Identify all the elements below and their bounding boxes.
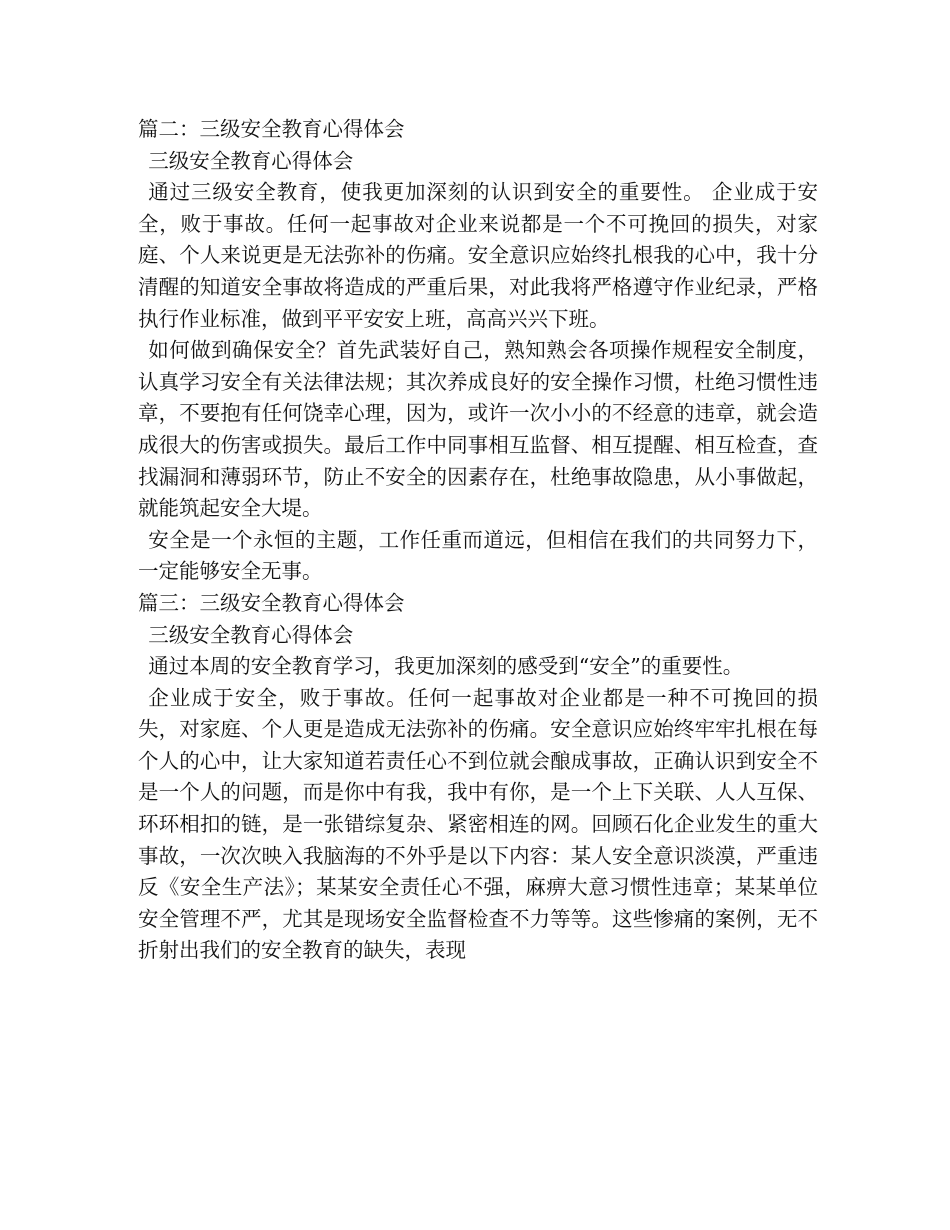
section2-paragraph-1: 通过三级安全教育，使我更加深刻的认识到安全的重要性。 企业成于安全，败于事故。任何一起事故对企业来说都是一个不可挽回的损失，对家庭、个人来说更是无法弥补的伤痛。安全意识应始终扎根我的心中，我十分清醒的知道安全事故将造成的严重后果，对此我将严格遵守作业纪录，严格执行作业标准，做到平平安安上班，高高兴兴下班。 [138, 180, 818, 331]
section2-paragraph-2: 如何做到确保安全？首先武装好自己，熟知熟会各项操作规程安全制度，认真学习安全有关法律法规；其次养成良好的安全操作习惯，杜绝习惯性违章，不要抱有任何饶幸心理，因为，或许一次小小的不经意的违章，就会造成很大的伤害或损失。最后工作中同事相互监督、相互提醒、相互检查，查找漏洞和薄弱环节，防止不安全的因素存在，杜绝事故隐患，从小事做起，就能筑起安全大堤。 [138, 338, 818, 521]
document-body [138, 114, 818, 967]
section3-paragraph-2: 企业成于安全，败于事故。任何一起事故对企业都是一种不可挽回的损失，对家庭、个人更是造成无法弥补的伤痛。安全意识应始终牢牢扎根在每个人的心中，让大家知道若责任心不到位就会酿成事故，正确认识到安全不是一个人的问题，而是你中有我，我中有你，是一个上下关联、人人互保、环环相扣的链，是一张错综复杂、紧密相连的网。回顾石化企业发生的重大事故，一次次映入我脑海的不外乎是以下内容：某人安全意识淡漠，严重违反《安全生产法》；某某安全责任心不强，麻痹大意习惯性违章；某某单位安全管理不严，尤其是现场安全监督检查不力等等。这些惨痛的案例，无不折射出我们的安全教育的缺失，表现 [138, 685, 818, 963]
section3-heading: 篇三：三级安全教育心得体会 [138, 590, 405, 615]
section3-paragraph-1: 通过本周的安全教育学习，我更加深刻的感受到“安全”的重要性。 [148, 654, 744, 679]
section2-subheading: 三级安全教育心得体会 [148, 148, 354, 173]
section3-subheading: 三级安全教育心得体会 [148, 622, 354, 647]
section2-heading: 篇二：三级安全教育心得体会 [138, 117, 405, 141]
section2-paragraph-3: 安全是一个永恒的主题，工作任重而道远，但相信在我们的共同努力下，一定能够安全无事。 [138, 527, 818, 584]
